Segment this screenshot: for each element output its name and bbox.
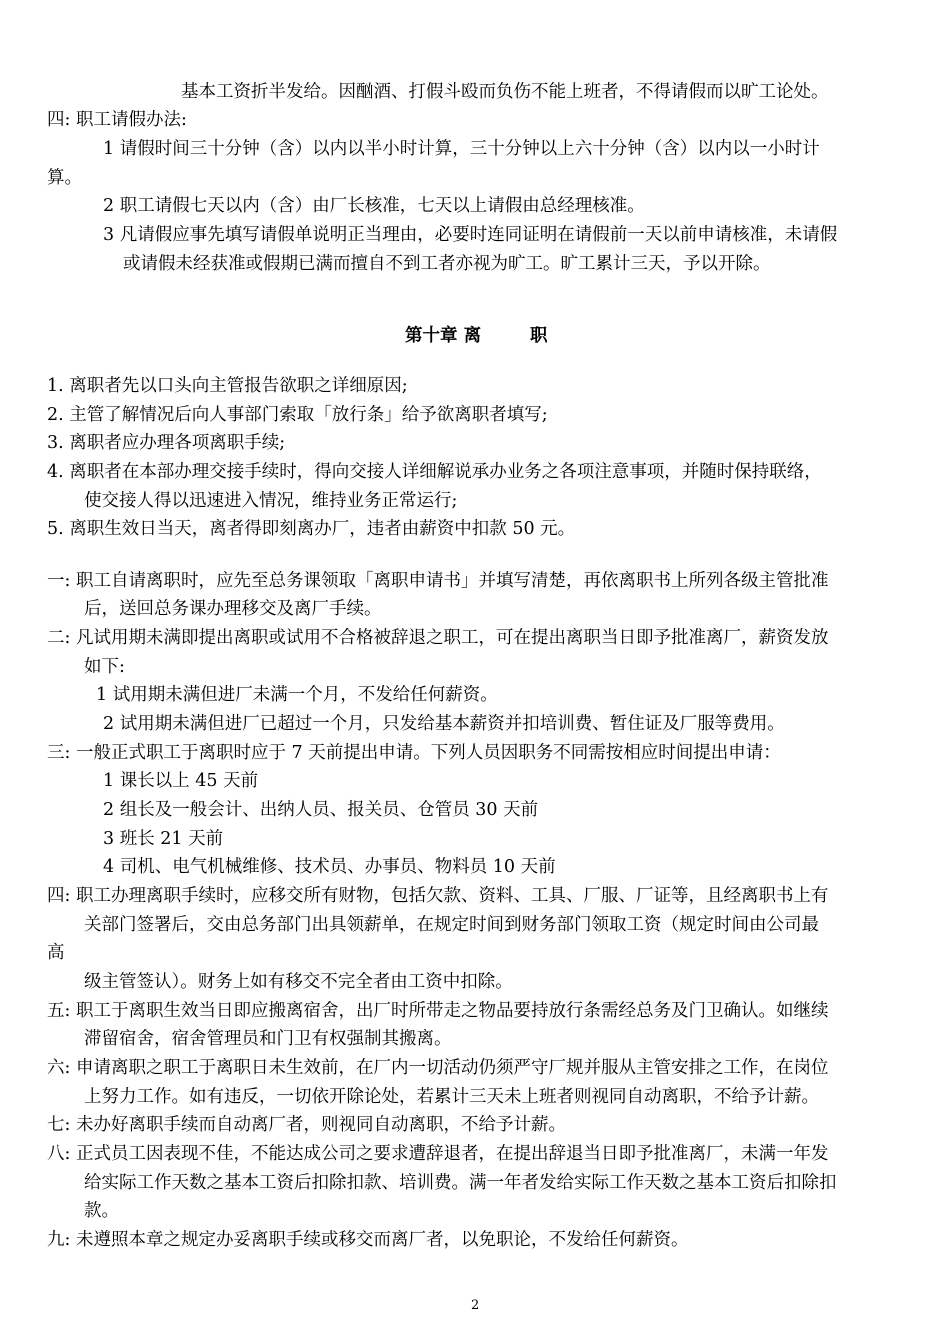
article-cont: 关部门签署后，交由总务部门出具领薪单，在规定时间到财务部门领取工资（规定时间由公司最	[84, 915, 819, 935]
article-sub: 2 组长及一般会计、出纳人员、报关员、仓管员 30 天前	[103, 800, 539, 820]
article: 二: 凡试用期未满即提出离职或试用不合格被辞退之职工，可在提出离职当日即予批准离厂，薪资发放	[47, 628, 829, 648]
article-sub: 1 课长以上 45 天前	[103, 771, 259, 791]
article-cont: 给实际工作天数之基本工资后扣除扣款、培训费。满一年者发给实际工作天数之基本工资后扣除扣	[84, 1173, 837, 1193]
section-heading: 四: 职工请假办法:	[47, 110, 187, 130]
chapter-title: 第十章 离	[405, 326, 482, 346]
list-item: 4. 离职者在本部办理交接手续时，得向交接人详细解说承办业务之各项注意事项，并随时保持联络，	[47, 462, 822, 482]
list-item: 2. 主管了解情况后向人事部门索取「放行条」给予欲离职者填写;	[47, 405, 548, 425]
article: 九: 未遵照本章之规定办妥离职手续或移交而离厂者，以免职论，不发给任何薪资。	[47, 1230, 689, 1250]
text-line: 或请假未经获准或假期已满而擅自不到工者亦视为旷工。旷工累计三天，予以开除。	[123, 254, 771, 274]
article: 五: 职工于离职生效当日即应搬离宿舍，出厂时所带走之物品要持放行条需经总务及门卫确认。如继续	[47, 1001, 829, 1021]
article-cont: 高	[47, 943, 65, 963]
text-line: 1 请假时间三十分钟（含）以内以半小时计算，三十分钟以上六十分钟（含）以内以一小时计	[103, 139, 820, 159]
article-cont: 滞留宿舍，宿舍管理员和门卫有权强制其搬离。	[84, 1029, 452, 1049]
list-item: 1. 离职者先以口头向主管报告欲职之详细原因;	[47, 376, 408, 396]
article-cont: 款。	[84, 1201, 119, 1221]
text-line: 算。	[47, 168, 82, 188]
article-cont: 上努力工作。如有违反，一切依开除论处，若累计三天未上班者则视同自动离职，不给予计薪。	[84, 1087, 819, 1107]
article-sub: 2 试用期未满但进厂已超过一个月，只发给基本薪资并扣培训费、暂住证及厂服等费用。	[103, 714, 785, 734]
article: 八: 正式员工因表现不佳，不能达成公司之要求遭辞退者，在提出辞退当日即予批准离厂，未满一年发	[47, 1144, 829, 1164]
text-line: 基本工资折半发给。因酗酒、打假斗殴而负伤不能上班者，不得请假而以旷工论处。	[181, 82, 829, 102]
page-number: 2	[471, 1298, 480, 1313]
text-line: 2 职工请假七天以内（含）由厂长核准，七天以上请假由总经理核准。	[103, 196, 645, 216]
article-sub: 1 试用期未满但进厂未满一个月，不发给任何薪资。	[96, 685, 498, 705]
article-sub: 3 班长 21 天前	[103, 829, 224, 849]
list-item: 5. 离职生效日当天，离者得即刻离办厂，违者由薪资中扣款 50 元。	[47, 519, 576, 539]
article-cont: 如下:	[84, 657, 125, 677]
article: 六: 申请离职之职工于离职日未生效前，在厂内一切活动仍须严守厂规并服从主管安排之工作，在岗位	[47, 1058, 829, 1078]
list-item-cont: 使交接人得以迅速进入情况，维持业务正常运行;	[84, 491, 458, 511]
article: 一: 职工自请离职时，应先至总务课领取「离职申请书」并填写清楚，再依离职书上所列各级主管批准	[47, 571, 829, 591]
chapter-title-part: 职	[530, 326, 548, 346]
article-sub: 4 司机、电气机械维修、技术员、办事员、物料员 10 天前	[103, 857, 556, 877]
article-cont: 后，送回总务课办理移交及离厂手续。	[84, 599, 382, 619]
article: 四: 职工办理离职手续时，应移交所有财物，包括欠款、资料、工具、厂服、厂证等，且经离职书上有	[47, 886, 829, 906]
article: 三: 一般正式职工于离职时应于 7 天前提出申请。下列人员因职务不同需按相应时间提出申请：	[47, 743, 781, 763]
text-line: 3 凡请假应事先填写请假单说明正当理由，必要时连同证明在请假前一天以前申请核准，未请假	[103, 225, 838, 245]
article-cont: 级主管签认）。财务上如有移交不完全者由工资中扣除。	[84, 972, 513, 992]
article: 七: 未办好离职手续而自动离厂者，则视同自动离职，不给予计薪。	[47, 1115, 566, 1135]
list-item: 3. 离职者应办理各项离职手续;	[47, 433, 286, 453]
